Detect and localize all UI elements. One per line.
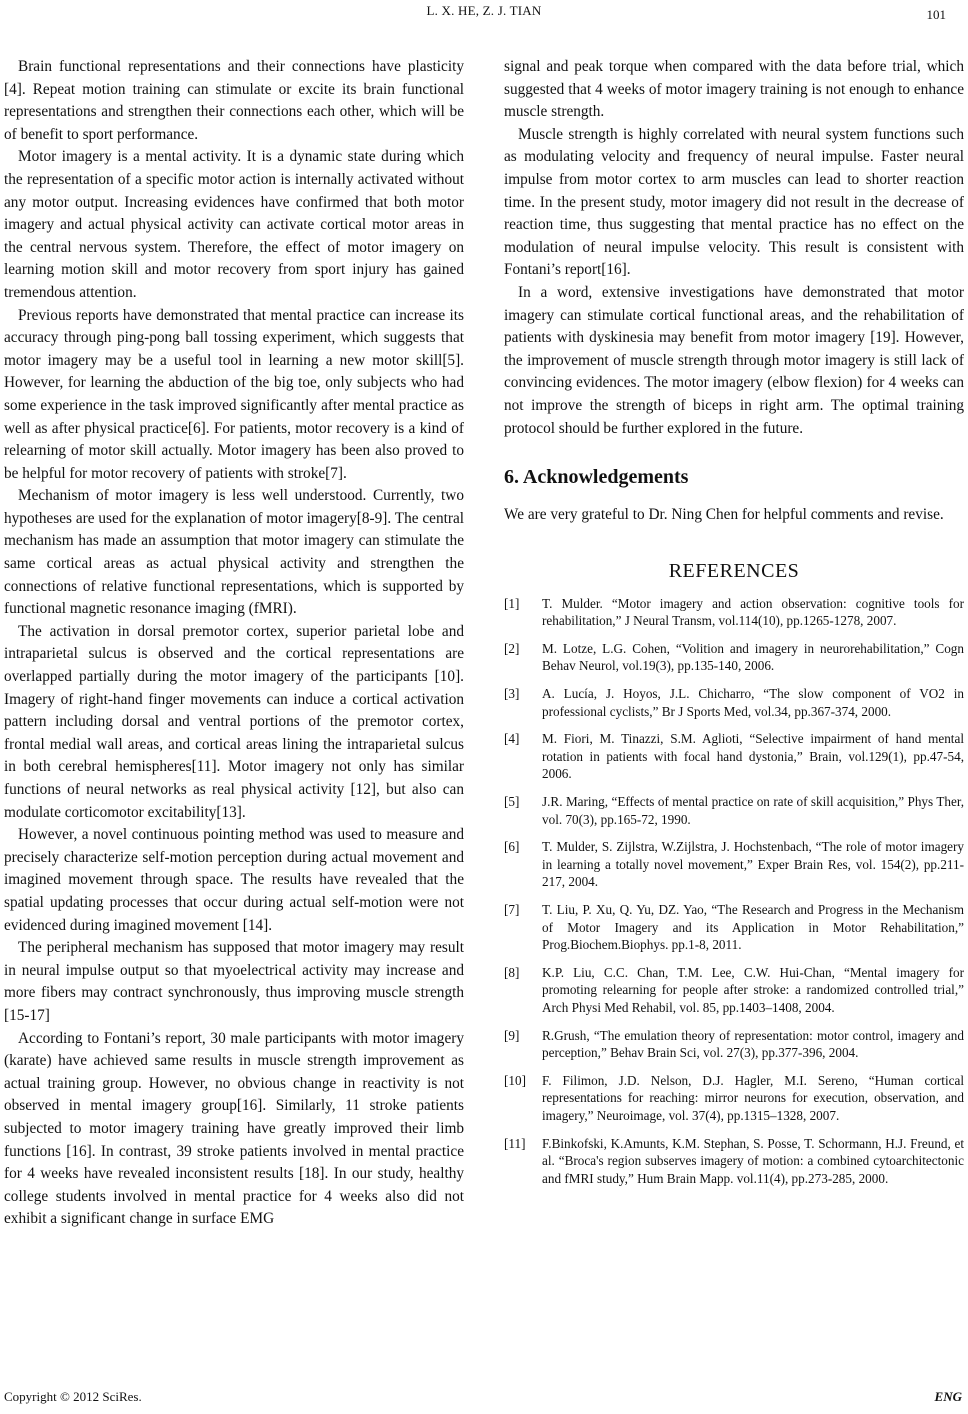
paragraph: Motor imagery is a mental activity. It is a dynamic state during which the representation of a specific motor action is internally activated without any motor output. Increasing evidences have confirmed that both motor imagery and actual physical activity can activate cortical motor areas in the central nervous system. Therefore, the effect of motor imagery on learning motion skill and motor recovery from sport injury has gained tremendous attention.: [4, 148, 464, 301]
copyright-notice: Copyright © 2012 SciRes.: [4, 1389, 142, 1404]
reference-number: [2]: [504, 640, 520, 656]
reference-text: R.Grush, “The emulation theory of representation: motor control, imagery and perception,” Behav Brain Sci, vol. 27(3), pp.377-396, 2004.: [542, 1027, 964, 1061]
reference-item: [504, 1027, 964, 1062]
reference-text: A. Lucía, J. Hoyos, J.L. Chicharro, “The slow component of VO2 in professional cyclists,” Br J Sports Med, vol.34, pp.367-374, 2000.: [542, 686, 964, 719]
reference-text: M. Lotze, L.G. Cohen, “Volition and imagery in neurorehabilitation,” Cogn Behav Neurol, vol.19(3), pp.135-140, 2006.: [542, 640, 964, 674]
reference-number: [4]: [504, 731, 520, 747]
reference-item: [504, 964, 964, 1017]
reference-text: T. Mulder, S. Zijlstra, W.Zijlstra, J. Hochstenbach, “The role of motor imagery in learning a totally novel movement,” Exper Brain Res, vol. 154(2), pp.211-217, 2004.: [542, 839, 964, 890]
reference-text: T. Liu, P. Xu, Q. Yu, DZ. Yao, “The Research and Progress in the Mechanism of Motor Imagery and its Application in Motor Rehabilitation,” Prog.Biochem.Biophys. pp.1-8, 2011.: [542, 902, 964, 953]
reference-item: [504, 1072, 964, 1125]
paragraph: Muscle strength is highly correlated with neural system functions such as modulating velocity and frequency of neural impulse. Faster neural impulse from motor cortex to arm muscles can lead to shorter reaction time. In the present study, motor imagery did not result in the decrease of reaction time, thus suggesting that mental practice has no effect on the modulation of neural impulse velocity. This result is consistent with Fontani’s report[16].: [504, 125, 964, 279]
reference-number: [7]: [504, 902, 520, 917]
paragraph: However, a novel continuous pointing method was used to measure and precisely characterize self-motion perception during actual movement and imagined movement through space. The results have revealed that the spatial updating processes that occur during actual self-motion were not evidenced during imagined movement [14].: [4, 826, 464, 934]
paragraph: Previous reports have demonstrated that mental practice can increase its accuracy through ping-pong ball tossing experiment, which suggests that motor imagery may be a useful tool in learning a new motor skill[5]. However, for learning the abduction of the big toe, only subjects who had some experience in the task improved significantly after mental practice as well as after physical practice[6]. For patients, motor recovery is a kind of relearning of motor skill actually. Motor imagery has been also proved to be helpful for motor recovery of patients with stroke[7].: [4, 306, 464, 482]
reference-number: [11]: [504, 1135, 526, 1151]
reference-text: J.R. Maring, “Effects of mental practice on rate of skill acquisition,” Phys Ther, vol. 70(3), pp.165-72, 1990.: [542, 794, 964, 827]
page-footer: [0, 1389, 968, 1409]
paragraph: The activation in dorsal premotor cortex, superior parietal lobe and intraparietal sulcus is observed and the cortical representations are overlapped partially during the motor imagery of the participants [10]. Imagery of right-hand finger movements can induce a cortical activation pattern including dorsal and ventral portions of the premotor cortex, frontal medial wall areas, and cortical areas lining the intraparietal sulcus in both cerebral hemispheres[11]. Motor imagery not only has similar functions of neural networks as real physical activity [12], but also can modulate corticomotor excitability[13].: [4, 622, 464, 821]
reference-number: [3]: [504, 686, 520, 702]
reference-text: F. Filimon, J.D. Nelson, D.J. Hagler, M.I. Sereno, “Human cortical representations for reaching: mirror neurons for execution, observation, and imagery,” Neuroimage, vol. 37(4), pp.1315–1328, 2007.: [542, 1072, 964, 1123]
reference-text: F.Binkofski, K.Amunts, K.M. Stephan, S. Posse, T. Schormann, H.J. Freund, et al. “Broca's region subserves imagery of motion: a combined cytoarchitectonic and fMRI study,” Hum Brain Mapp. vol.11(4), pp.273-285, 2000.: [542, 1135, 964, 1186]
acknowledgements-heading: 6. Acknowledgements: [504, 466, 689, 489]
paragraph: In a word, extensive investigations have demonstrated that motor imagery can stimulate cortical functional areas, and the rehabilitation of patients with dyskinesia may benefit from motor imagery [19]. However, the improvement of muscle strength through motor imagery is still lack of convincing evidences. The motor imagery (elbow flexion) for 4 weeks can not improve the strength of biceps in right arm. The optimal training protocol should be further explored in the future.: [504, 283, 964, 437]
paragraph: The peripheral mechanism has supposed that motor imagery may result in neural impulse output so that myoelectrical activity may increase and more fibers may contract synchronously, thus improving muscle strength [15-17]: [4, 939, 464, 1024]
reference-item: [504, 1135, 964, 1188]
reference-item: [504, 640, 964, 675]
reference-number: [5]: [504, 794, 520, 810]
reference-number: [10]: [504, 1072, 526, 1088]
paragraph: signal and peak torque when compared with the data before trial, which suggested that 4 weeks of motor imagery training is not enough to enhance muscle strength.: [504, 58, 964, 121]
reference-item: [504, 838, 964, 891]
journal-abbreviation: ENG: [934, 1389, 962, 1404]
paragraph: According to Fontani’s report, 30 male participants with motor imagery (karate) have achieved same results in muscle strength improvement as actual training group. However, no obvious change in reactivity is not observed in mental imagery group[16]. Similarly, 11 stroke patients subjected to motor imagery training have greatly improved their limb functions [16]. In contrast, 39 stroke patients involved in mental practice for 4 weeks have revealed inconsistent results [18]. In our study, healthy college students involved in mental practice for 4 weeks also did not exhibit a significant change in surface EMG: [4, 1029, 464, 1228]
left-column: [4, 56, 464, 1231]
page-header: [0, 3, 968, 23]
reference-text: T. Mulder. “Motor imagery and action observation: cognitive tools for rehabilitation,” J Neural Transm, vol.114(10), pp.1265-1278, 2007.: [542, 595, 964, 629]
reference-item: [504, 730, 964, 783]
reference-number: [6]: [504, 839, 520, 855]
reference-item: [504, 685, 964, 720]
reference-text: K.P. Liu, C.C. Chan, T.M. Lee, C.W. Hui-Chan, “Mental imagery for promoting relearning for people after stroke: a randomized controlled trial,” Arch Physi Med Rehabil, vol. 85, pp.1403–1408, 2004.: [542, 964, 964, 1015]
paragraph: Brain functional representations and their connections have plasticity [4]. Repeat motion training can stimulate or excite its brain functional representations and strengthen their connections each other, which will be of benefit to sport performance.: [4, 58, 464, 143]
acknowledgements-text: We are very grateful to Dr. Ning Chen for helpful comments and revise.: [504, 506, 944, 524]
references-heading: REFERENCES: [668, 559, 800, 582]
right-column: [504, 56, 964, 1197]
paragraph: Mechanism of motor imagery is less well understood. Currently, two hypotheses are used for the explanation of motor imagery[8-9]. The central mechanism has made an assumption that motor imagery can stimulate the same cortical areas as actual physical activity and strengthen the connections of relative functional representations, which is supported by functional magnetic resonance imaging (fMRI).: [4, 487, 464, 618]
reference-list: [504, 595, 964, 1188]
reference-item: [504, 595, 964, 630]
reference-number: [9]: [504, 1027, 520, 1043]
reference-number: [1]: [504, 595, 520, 611]
page-number: 101: [926, 7, 946, 22]
reference-item: [504, 901, 964, 954]
reference-number: [8]: [504, 964, 520, 980]
running-head: L. X. HE, Z. J. TIAN: [426, 3, 542, 18]
reference-text: M. Fiori, M. Tinazzi, S.M. Aglioti, “Selective impairment of hand mental rotation in patients with focal hand dystonia,” Brain, vol.129(1), pp.47-54, 2006.: [542, 731, 964, 782]
reference-item: [504, 793, 964, 828]
